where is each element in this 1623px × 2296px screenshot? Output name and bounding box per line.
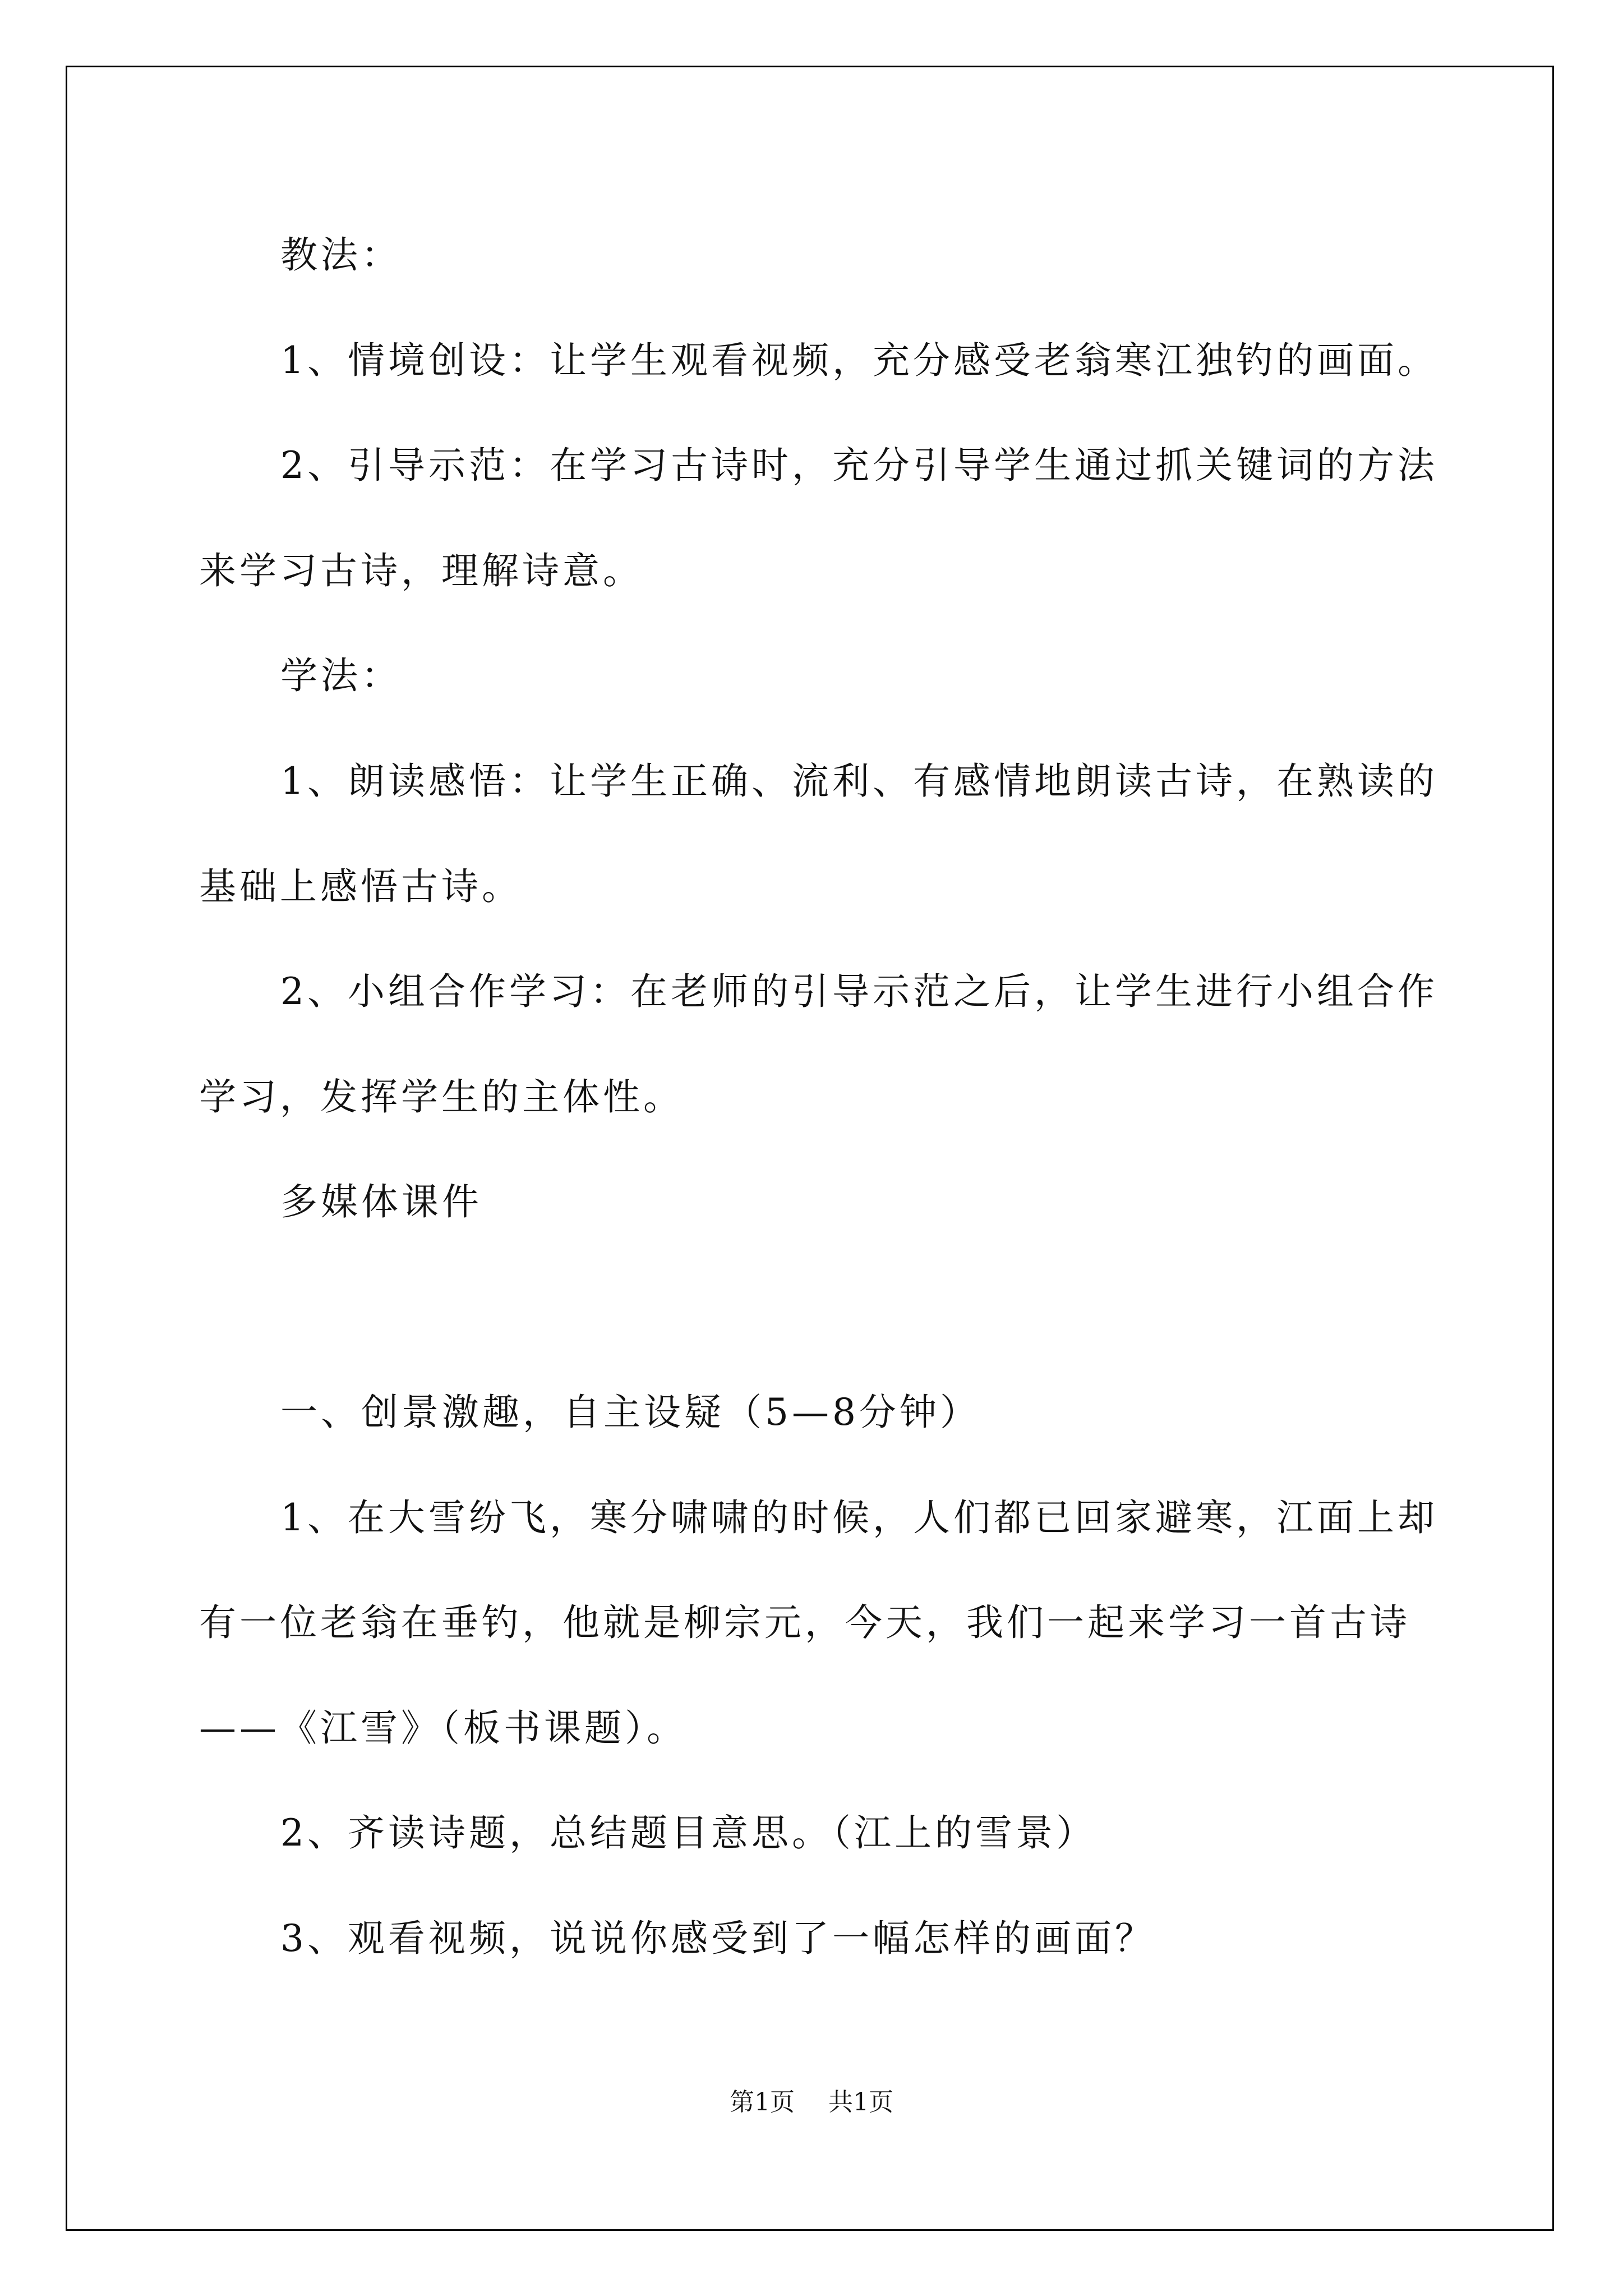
paragraph-line: 有一位老翁在垂钓，他就是柳宗元，今天，我们一起来学习一首古诗	[199, 1601, 1410, 1644]
paragraph-line: 2、引导示范：在学习古诗时，充分引导学生通过抓关键词的方法	[280, 444, 1438, 487]
paragraph-line: 1、情境创设：让学生观看视频，充分感受老翁寒江独钓的画面。	[280, 339, 1438, 382]
paragraph-line: 1、在大雪纷飞，寒分啸啸的时候，人们都已回家避寒，江面上却	[280, 1496, 1438, 1539]
page-number-current: 第1页	[730, 2088, 795, 2116]
paragraph-line: 2、齐读诗题，总结题目意思。（江上的雪景）	[280, 1811, 1096, 1855]
section-heading: 一、创景激趣，自主设疑（5—8分钟）	[280, 1391, 980, 1434]
paragraph-line: 来学习古诗，理解诗意。	[199, 549, 643, 592]
page-border	[66, 66, 1554, 2231]
paragraph-line: 学习，发挥学生的主体性。	[199, 1075, 684, 1119]
paragraph-heading-learning-method: 学法：	[280, 654, 402, 697]
paragraph-line: ——《江雪》（板书课题）。	[199, 1706, 687, 1750]
paragraph-line-materials: 多媒体课件	[280, 1180, 482, 1223]
paragraph-line: 1、朗读感悟：让学生正确、流利、有感情地朗读古诗，在熟读的	[280, 760, 1438, 803]
paragraph-line: 3、观看视频，说说你感受到了一幅怎样的画面？	[280, 1917, 1155, 1960]
page-number-total: 共1页	[828, 2088, 893, 2116]
paragraph-line: 2、小组合作学习：在老师的引导示范之后，让学生进行小组合作	[280, 970, 1438, 1013]
page-footer	[0, 2087, 1623, 2118]
paragraph-heading-teaching-method: 教法：	[280, 233, 402, 277]
paragraph-line: 基础上感悟古诗。	[199, 865, 522, 908]
